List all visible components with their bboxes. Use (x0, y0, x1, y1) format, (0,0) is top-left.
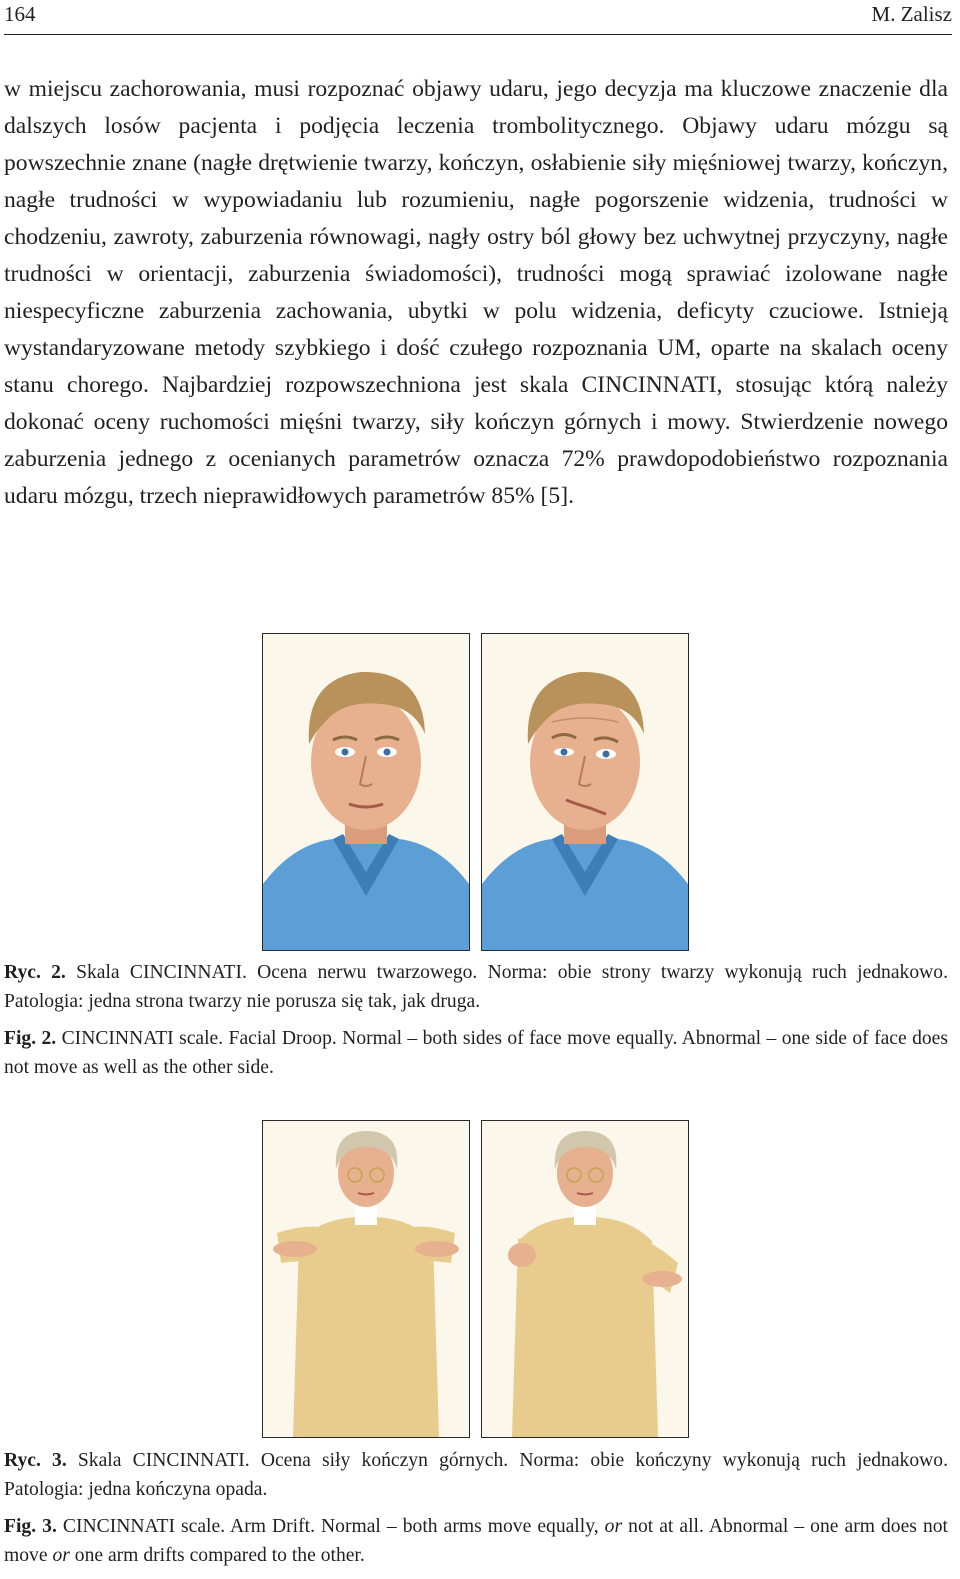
figure-3-text-en-c: one arm drifts compared to the other. (69, 1545, 365, 1566)
figure-2-label-pl: Ryc. 2. (4, 962, 66, 983)
figure-2-normal-face (262, 633, 470, 951)
figure-3-label-pl: Ryc. 3. (4, 1450, 67, 1471)
figure-3-text-en-b: not at all. Abnormal – one arm does not move (4, 1516, 948, 1566)
figure-3-arm-drift (481, 1120, 689, 1438)
figure-2-text-en: CINCINNATI scale. Facial Droop. Normal – both sides of face move equally. Abnormal – one side of face does not move as well as the other side. (4, 1028, 948, 1078)
figure-2-label-en: Fig. 2. (4, 1028, 57, 1049)
running-head-author: M. Zalisz (871, 2, 952, 26)
figure-3-caption-pl (4, 1446, 948, 1504)
figure-3-text-en-a: CINCINNATI scale. Arm Drift. Normal – both arms move equally, (56, 1516, 605, 1537)
figure-3-label-en: Fig. 3. (4, 1516, 57, 1537)
figure-2-facial-droop (481, 633, 689, 951)
figure-3-or-2: or (52, 1545, 70, 1566)
figure-2-caption-en (4, 1024, 948, 1082)
page-number: 164 (4, 2, 36, 26)
figure-3-or-1: or (604, 1516, 623, 1537)
figure-3-normal-arms (262, 1120, 470, 1438)
figure-2-caption-pl (4, 958, 948, 1016)
body-paragraph: w miejscu zachorowania, musi rozpoznać objawy udaru, jego decyzja ma kluczowe znaczenie dla dalszych losów pacjenta i podjęcia leczenia trombolitycznego. Objawy udaru mózgu są powszechnie znane (nagłe drętwienie twarzy, kończyn, osłabienie siły mięśniowej twarzy, kończyn, nagłe trudności w wypowiadaniu lub rozumieniu, nagłe pogorszenie widzenia, trudności w chodzeniu, zawroty, zaburzenia równowagi, nagły ostry ból głowy bez uchwytnej przyczyny, nagłe trudności w orientacji, zaburzenia świadomości), trudności mogą sprawiać izolowane nagłe niespecyficzne zaburzenia zachowania, ubytki w polu widzenia, deficyty czuciowe. Istnieją wystandaryzowane metody szybkiego i dość czułego rozpoznania UM, oparte na skalach oceny stanu chorego. Najbardziej rozpowszechniona jest skala CINCINNATI, stosując którą należy dokonać oceny ruchomości mięśni twarzy, siły kończyn górnych i mowy. Stwierdzenie nowego zaburzenia jednego z ocenianych parametrów oznacza 72% prawdopodobieństwo rozpoznania udaru mózgu, trzech nieprawidłowych parametrów 85% [5]. (4, 76, 948, 509)
figure-3-caption-en (4, 1512, 948, 1570)
figure-3-text-pl: Skala CINCINNATI. Ocena siły kończyn górnych. Norma: obie kończyny wykonują ruch jednakowo. Patologia: jedna kończyna opada. (4, 1450, 948, 1500)
figure-2-text-pl: Skala CINCINNATI. Ocena nerwu twarzowego. Norma: obie strony twarzy wykonują ruch jednakowo. Patologia: jedna strona twarzy nie porusza się tak, jak druga. (4, 962, 948, 1012)
page-header (4, 0, 952, 35)
